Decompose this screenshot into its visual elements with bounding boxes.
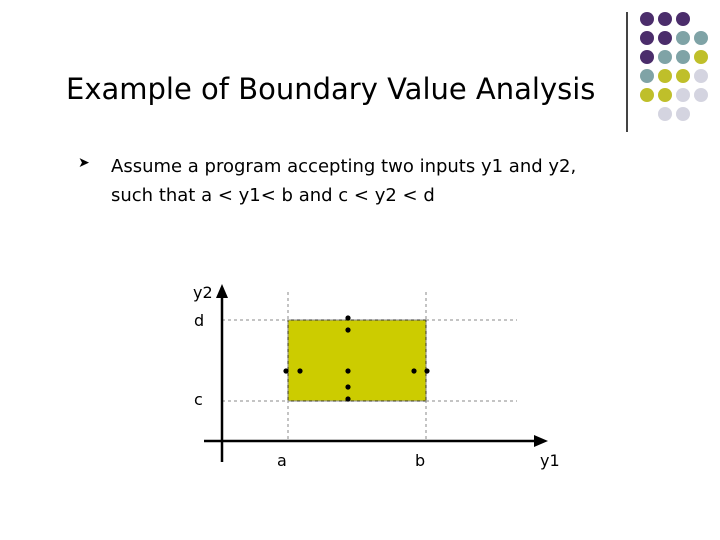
bullet-line-1: Assume a program accepting two inputs y1 and y2, (111, 156, 577, 177)
test-point (345, 396, 350, 401)
test-point (283, 368, 288, 373)
test-point (345, 368, 350, 373)
bullet-line-2: such that a < y1< b and c < y2 < d (111, 185, 435, 206)
tick-label-a: a (277, 451, 287, 470)
test-point (411, 368, 416, 373)
tick-label-d: d (194, 311, 205, 330)
bullet-arrow-icon: ➤ (78, 155, 90, 171)
test-point (345, 327, 350, 332)
valid-input-region (288, 320, 426, 401)
y-axis-label: y2 (193, 283, 213, 302)
x-axis-arrowhead (534, 435, 548, 447)
test-point (345, 315, 350, 320)
test-point (345, 384, 350, 389)
test-point (424, 368, 429, 373)
y-axis-arrowhead (216, 284, 228, 298)
x-axis-label: y1 (540, 451, 560, 470)
test-point (297, 368, 302, 373)
tick-label-c: c (194, 390, 203, 409)
slide-title: Example of Boundary Value Analysis (66, 72, 596, 106)
tick-label-b: b (415, 451, 426, 470)
